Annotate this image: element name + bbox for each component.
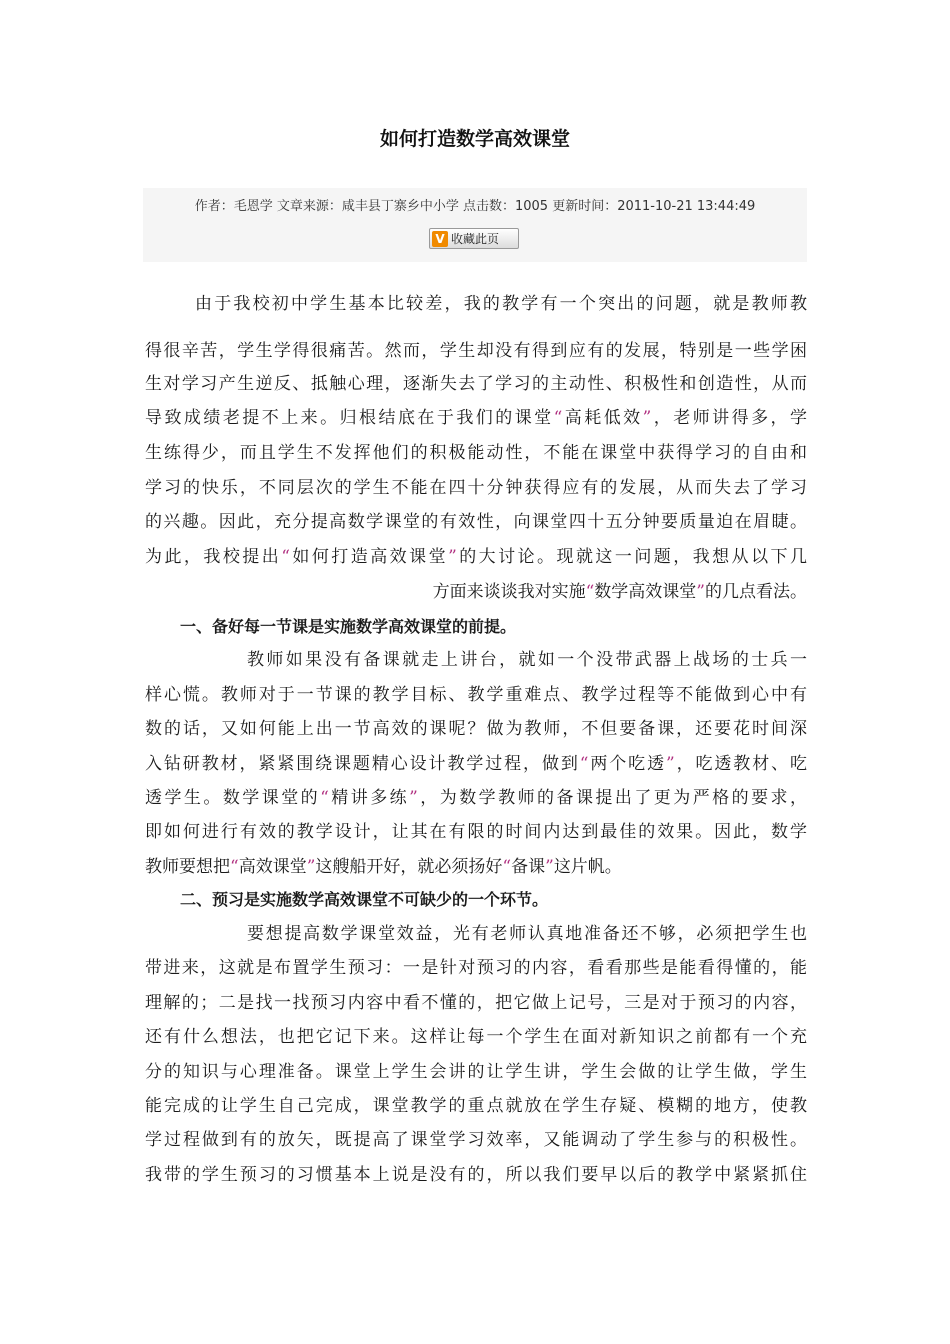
body-line: 由于我校初中学生基本比较差，我的教学有一个突出的问题，就是教师教 (195, 294, 807, 314)
body-line: 入钻研教材，紧紧围绕课题精心设计教学过程，做到“两个吃透”，吃透教材、吃 (145, 754, 808, 774)
body-line: 得很辛苦，学生学得很痛苦。然而，学生却没有得到应有的发展，特别是一些学困 (145, 341, 807, 361)
bookmark-button[interactable] (429, 228, 519, 249)
body-line: 带进来，这就是布置学生预习：一是针对预习的内容，看看那些是能看得懂的，能 (145, 958, 807, 978)
section-heading-2: 二、预习是实施数学高效课堂不可缺少的一个环节。 (180, 890, 549, 909)
body-line: 学过程做到有的放矢，既提高了课堂学习效率，又能调动了学生参与的积极性。 (145, 1130, 807, 1150)
body-line: 还有什么想法，也把它记下来。这样让每一个学生在面对新知识之前都有一个充 (145, 1027, 807, 1047)
body-line: 导致成绩老提不上来。归根结底在于我们的课堂“高耗低效”，老师讲得多，学 (145, 408, 808, 428)
body-line: 教师要想把“高效课堂”这艘船开好，就必须扬好“备课”这片帆。 (145, 857, 622, 877)
body-line: 即如何进行有效的教学设计，让其在有限的时间内达到最佳的效果。因此，数学 (145, 822, 807, 842)
body-line: 的兴趣。因此，充分提高数学课堂的有效性，向课堂四十五分钟要质量迫在眉睫。 (145, 512, 807, 532)
body-line: 样心慌。教师对于一节课的教学目标、教学重难点、教学过程等不能做到心中有 (145, 685, 807, 705)
body-line: 能完成的让学生自己完成，课堂教学的重点就放在学生存疑、模糊的地方，使教 (145, 1096, 807, 1116)
body-line: 要想提高数学课堂效益，光有老师认真地准备还不够，必须把学生也 (247, 924, 807, 944)
article-meta-info: 作者：毛恩学 文章来源：咸丰县丁寨乡中小学 点击数：1005 更新时间：2011-10-21 13:44:49 (194, 199, 756, 214)
article-meta-box (143, 188, 807, 262)
body-line: 为此，我校提出“如何打造高效课堂”的大讨论。现就这一问题，我想从以下几 (145, 547, 808, 567)
body-line: 教师如果没有备课就走上讲台，就如一个没带武器上战场的士兵一 (247, 650, 807, 670)
body-line: 方面来谈谈我对实施“数学高效课堂”的几点看法。 (432, 582, 807, 602)
body-line: 生对学习产生逆反、抵触心理，逐渐失去了学习的主动性、积极性和创造性，从而 (145, 374, 807, 394)
section-heading-1: 一、备好每一节课是实施数学高效课堂的前提。 (180, 617, 517, 636)
bookmark-v-icon: V (432, 231, 448, 247)
body-line: 生练得少，而且学生不发挥他们的积极能动性，不能在课堂中获得学习的自由和 (145, 443, 807, 463)
body-line: 透学生。数学课堂的“精讲多练”，为数学教师的备课提出了更为严格的要求， (145, 788, 808, 808)
body-line: 学习的快乐，不同层次的学生不能在四十分钟获得应有的发展，从而失去了学习 (145, 478, 807, 498)
body-line: 分的知识与心理准备。课堂上学生会讲的让学生讲，学生会做的让学生做，学生 (145, 1062, 807, 1082)
body-line: 理解的；二是找一找预习内容中看不懂的，把它做上记号，三是对于预习的内容， (145, 993, 807, 1013)
article-title: 如何打造数学高效课堂 (379, 128, 570, 150)
body-line: 我带的学生预习的习惯基本上说是没有的，所以我们要早以后的教学中紧紧抓住 (145, 1165, 807, 1185)
bookmark-label: 收藏此页 (451, 232, 500, 246)
body-line: 数的话，又如何能上出一节高效的课呢？做为教师，不但要备课，还要花时间深 (145, 719, 807, 739)
